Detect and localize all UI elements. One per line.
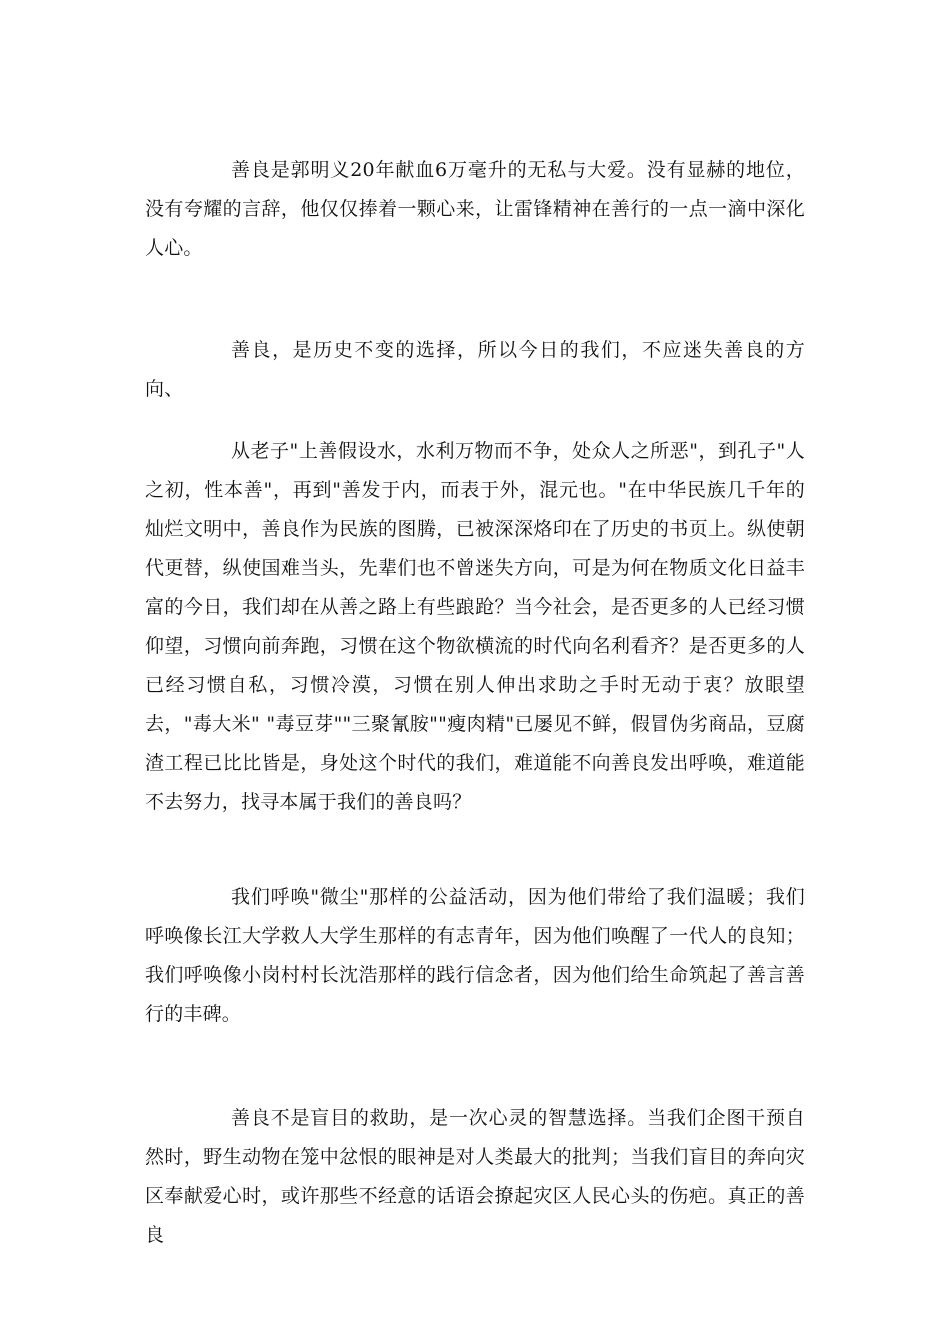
paragraph-guo-mingyi: 善良是郭明义20年献血6万毫升的无私与大爱。没有显赫的地位，没有夸耀的言辞，他仅仅捧着一颗心来，让雷锋精神在善行的一点一滴中深化人心。 [145, 159, 805, 259]
paragraph-we-call: 我们呼唤"微尘"那样的公益活动，因为他们带给了我们温暖；我们呼唤像长江大学救人大学生那样的有志青年，因为他们唤醒了一代人的良知；我们呼唤像小岗村村长沈浩那样的践行信念者，因为他们给生命筑起了善言善行的丰碑。 [145, 886, 805, 1025]
paragraph-wise-kindness: 善良不是盲目的救助，是一次心灵的智慧选择。当我们企图干预自然时，野生动物在笼中忿恨的眼神是对人类最大的批判；当我们盲目的奔向灾区奉献爱心时，或许那些不经意的话语会撩起灾区人民心头的伤疤。真正的善良 [145, 1107, 805, 1246]
paragraph-laozi-confucius: 从老子"上善假设水，水利万物而不争，处众人之所恶"，到孔子"人之初，性本善"，再到"善发于内，而表于外，混元也。"在中华民族几千年的灿烂文明中，善良作为民族的图腾，已被深深烙印在了历史的书页上。纵使朝代更替，纵使国难当头，先辈们也不曾迷失方向，可是为何在物质文化日益丰富的今日，我们却在从善之路上有些踉跄？当今社会，是否更多的人已经习惯仰望，习惯向前奔跑，习惯在这个物欲横流的时代向名利看齐？是否更多的人已经习惯自私，习惯冷漠，习惯在别人伸出求助之手时无动于衷？放眼望去，"毒大米" "毒豆芽""三聚氰胺""瘦肉精"已屡见不鲜，假冒伪劣商品，豆腐渣工程已比比皆是，身处这个时代的我们，难道能不向善良发出呼唤，难道能不去努力，找寻本属于我们的善良吗？ [145, 440, 805, 813]
paragraph-history-choice: 善良，是历史不变的选择，所以今日的我们，不应迷失善良的方向、 [145, 339, 805, 400]
